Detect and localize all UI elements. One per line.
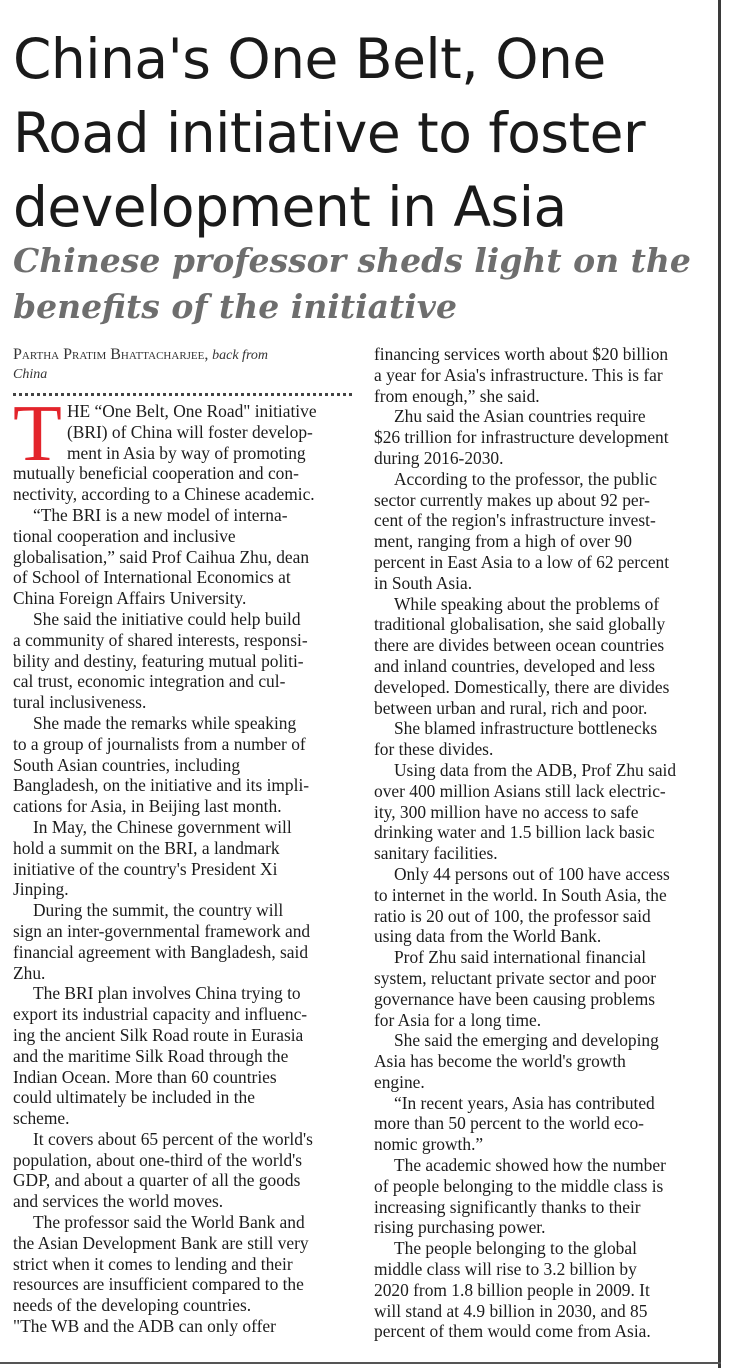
body-text-line: population, about one-third of the world's	[13, 1149, 303, 1170]
subheadline	[13, 238, 713, 330]
body-column-1	[13, 390, 358, 1337]
body-text-line: The professor said the World Bank and	[33, 1212, 305, 1233]
body-text-line: sign an inter-governmental framework and	[13, 920, 311, 941]
body-text-line: cations for Asia, in Beijing last month.	[13, 796, 282, 817]
body-text-line: in South Asia.	[374, 572, 473, 593]
drop-cap: T	[13, 390, 62, 478]
byline	[13, 345, 358, 384]
subheadline-line: Chinese professor sheds light on the	[13, 241, 691, 280]
body-text-line: According to the professor, the public	[394, 468, 657, 489]
body-text-line: and inland countries, developed and less	[374, 655, 656, 676]
body-text-line: (BRI) of China will foster develop-	[67, 421, 313, 442]
body-text-line: In May, the Chinese government will	[33, 816, 292, 837]
body-text-line: ratio is 20 out of 100, the professor said	[374, 905, 651, 926]
body-text-line: export its industrial capacity and influenc-	[13, 1004, 308, 1025]
body-text-line: for Asia for a long time.	[374, 1009, 542, 1030]
body-text-line: financial agreement with Bangladesh, said	[13, 941, 309, 962]
body-text-line: China Foreign Affairs University.	[13, 588, 247, 609]
body-text-line: ity, 300 million have no access to safe	[374, 801, 639, 822]
column-rule-bottom	[0, 1362, 721, 1364]
dateline: back from	[212, 348, 268, 363]
body-text-line: from enough,” she said.	[374, 385, 540, 406]
dateline-place: China	[13, 367, 48, 382]
body-column-2	[374, 344, 719, 1342]
body-text-line: It covers about 65 percent of the world's	[33, 1128, 313, 1149]
body-text-line: bility and destiny, featuring mutual politi-	[13, 650, 304, 671]
body-text-line: middle class will rise to 3.2 billion by	[374, 1259, 637, 1280]
body-text-line: ment in Asia by way of promoting	[67, 442, 306, 463]
body-text-line: to internet in the world. In South Asia, the	[374, 884, 667, 905]
body-text-line: system, reluctant private sector and poor	[374, 967, 657, 988]
body-text-line: Indian Ocean. More than 60 countries	[13, 1066, 277, 1087]
body-text-line: ment, ranging from a high of over 90	[374, 531, 632, 552]
body-text-line: rising purchasing power.	[374, 1217, 546, 1238]
body-text-line: hold a summit on the BRI, a landmark	[13, 837, 280, 858]
body-text-line: globalisation,” said Prof Caihua Zhu, dean	[13, 546, 310, 567]
body-text-line: developed. Domestically, there are divides	[374, 676, 670, 697]
body-text-line: sanitary facilities.	[374, 843, 498, 864]
body-text-line: there are divides between ocean countries	[374, 635, 665, 656]
body-text-line: tural inclusiveness.	[13, 692, 147, 713]
body-text-line: could ultimately be included in the	[13, 1087, 255, 1108]
body-text-line: Zhu.	[13, 962, 46, 983]
body-text-line: between urban and rural, rich and poor.	[374, 697, 648, 718]
body-text-line: cal trust, economic integration and cul-	[13, 671, 286, 692]
body-text-line: governance have been causing problems	[374, 988, 656, 1009]
body-text-line: and services the world moves.	[13, 1191, 224, 1212]
author-name: Partha Pratim Bhattacharjee,	[13, 346, 209, 363]
subheadline-line: benefits of the initiative	[13, 287, 457, 326]
body-text-line: financing services worth about $20 billion	[374, 344, 669, 364]
body-text-line: nomic growth.”	[374, 1134, 484, 1155]
body-text-line: South Asian countries, including	[13, 754, 241, 775]
body-text-line: to a group of journalists from a number of	[13, 733, 306, 754]
body-text-line: The academic showed how the number	[394, 1155, 666, 1176]
body-text-line: a community of shared interests, responsi-	[13, 629, 308, 650]
body-text-line: She blamed infrastructure bottlenecks	[394, 718, 658, 739]
body-text-line: increasing significantly thanks to their	[374, 1196, 641, 1217]
body-text-line: 2020 from 1.8 billion people in 2009. It	[374, 1279, 650, 1300]
body-text-line: During the summit, the country will	[33, 900, 284, 921]
body-text-line: The BRI plan involves China trying to	[33, 983, 301, 1004]
body-text-line: tional cooperation and inclusive	[13, 525, 236, 546]
body-text-line: nectivity, according to a Chinese academic.	[13, 484, 315, 505]
body-text-line: scheme.	[13, 1108, 70, 1129]
body-text-line: $26 trillion for infrastructure development	[374, 427, 669, 448]
body-text-line: percent in East Asia to a low of 62 percent	[374, 551, 670, 572]
body-text-line: While speaking about the problems of	[394, 593, 660, 614]
body-text-line: sector currently makes up about 92 per-	[374, 489, 650, 510]
body-text-line: initiative of the country's President Xi	[13, 858, 278, 879]
body-text-line: mutually beneficial cooperation and con-	[13, 463, 299, 484]
body-text-line: during 2016-2030.	[374, 447, 504, 468]
body-text-line: Zhu said the Asian countries require	[394, 406, 646, 427]
body-text-line: “The BRI is a new model of interna-	[33, 504, 288, 525]
dotted-separator	[13, 393, 352, 396]
body-text-line: for these divides.	[374, 739, 494, 760]
body-text-line: She said the emerging and developing	[394, 1030, 659, 1051]
body-text-line: Bangladesh, on the initiative and its impli-	[13, 775, 310, 796]
body-text-line: The people belonging to the global	[394, 1238, 637, 1259]
headline-line: China's One Belt, One	[13, 27, 606, 91]
body-text-line: engine.	[374, 1071, 425, 1092]
body-text-line: Jinping.	[13, 879, 69, 900]
body-text-line: and the maritime Silk Road through the	[13, 1045, 289, 1066]
body-text-line: of School of International Economics at	[13, 567, 291, 588]
body-text-line: Asia has become the world's growth	[374, 1051, 626, 1072]
body-text-line: ing the ancient Silk Road route in Eurasia	[13, 1024, 304, 1045]
body-text-line: Using data from the ADB, Prof Zhu said	[394, 759, 677, 780]
body-text-line: of people belonging to the middle class is	[374, 1175, 664, 1196]
body-text-line: will stand at 4.9 billion in 2030, and 85	[374, 1300, 648, 1321]
body-text-line: “In recent years, Asia has contributed	[394, 1092, 655, 1113]
body-text-line: drinking water and 1.5 billion lack basic	[374, 822, 655, 843]
body-text-line: using data from the World Bank.	[374, 926, 602, 947]
body-text-line: strict when it comes to lending and their	[13, 1253, 293, 1274]
headline	[13, 22, 713, 244]
body-text-line: cent of the region's infrastructure invest-	[374, 510, 656, 531]
body-text-line: Only 44 persons out of 100 have access	[394, 863, 670, 884]
body-text-line: HE “One Belt, One Road" initiative	[67, 401, 317, 421]
body-text-line: percent of them would come from Asia.	[374, 1321, 651, 1342]
body-text-line: Prof Zhu said international financial	[394, 947, 647, 968]
body-text-line: needs of the developing countries.	[13, 1295, 252, 1316]
body-text-line: "The WB and the ADB can only offer	[13, 1316, 276, 1337]
body-text-line: the Asian Development Bank are still very	[13, 1232, 309, 1253]
headline-line: development in Asia	[13, 175, 567, 239]
body-text-line: She said the initiative could help build	[33, 608, 301, 629]
body-text-line: more than 50 percent to the world eco-	[374, 1113, 644, 1134]
body-text-line: resources are insufficient compared to the	[13, 1274, 304, 1295]
body-text-line: GDP, and about a quarter of all the goods	[13, 1170, 301, 1191]
headline-line: Road initiative to foster	[13, 101, 646, 165]
body-text-line: traditional globalisation, she said globally	[374, 614, 666, 635]
body-text-line: She made the remarks while speaking	[33, 712, 297, 733]
body-text-line: over 400 million Asians still lack electric-	[374, 780, 666, 801]
body-text-line: a year for Asia's infrastructure. This is far	[374, 364, 663, 385]
